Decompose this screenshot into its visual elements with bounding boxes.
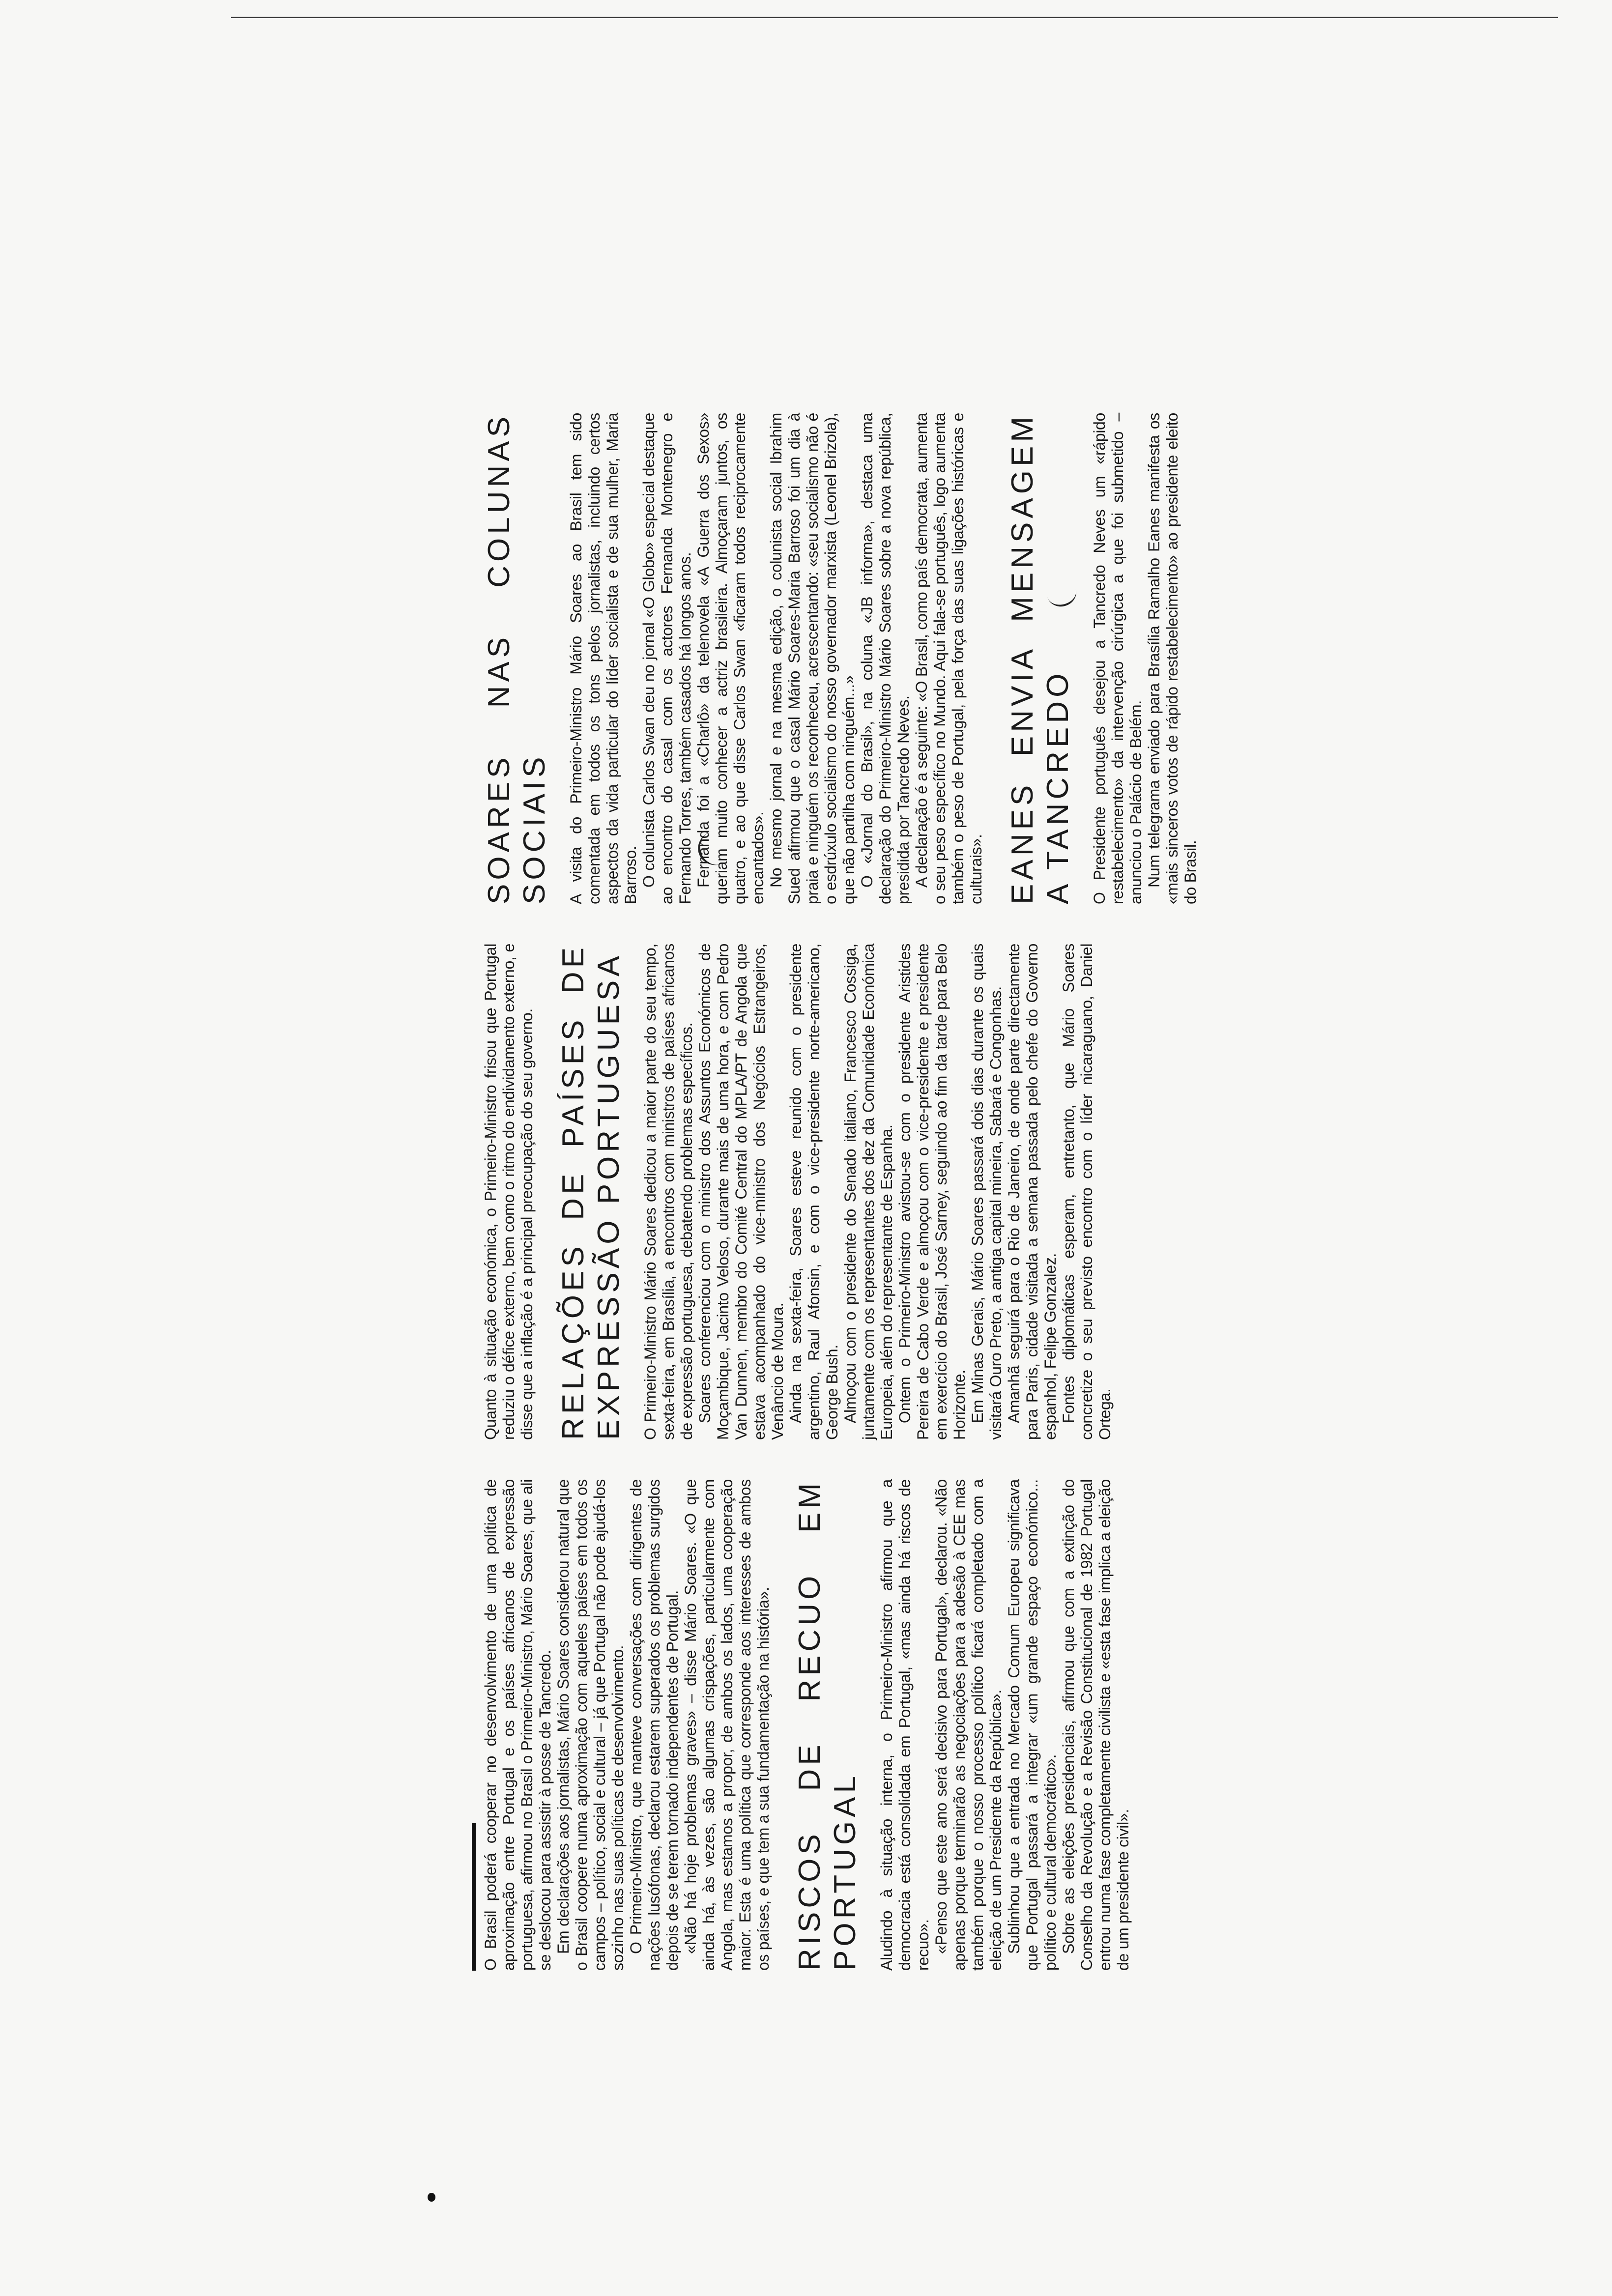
paragraph: Amanhã seguirá para o Rio de Janeiro, de onde parte directamente para Paris, cidade visitada a semana passada pelo chefe do Governo espanhol, Felipe Gonzalez. — [1005, 944, 1059, 1440]
paragraph: Ainda na sexta-feira, Soares esteve reunido com o presidente argentino, Raul Afonsin, e com o vice-presidente norte-americano, George Bush. — [787, 944, 841, 1440]
paragraph: Fernanda foi a «Charlô» da telenovela «A Guerra dos Sexos» queriam muito conhecer a actriz brasileira. Almoçaram juntos, os quatro, e ao que disse Carlos Swan «ficaram todos reciprocamente encantados». — [694, 413, 767, 904]
paragraph: Sobre as eleições presidenciais, afirmou que com a extinção do Conselho da Revolução e a Revisão Constitucional de 1982 Portugal entrou numa fase completamente civilista e «esta fase implica a eleição de um presidente civil». — [1060, 1479, 1132, 1971]
paragraph: Aludindo à situação interna, o Primeiro-Ministro afirmou que a democracia está consolidada em Portugal, «mas ainda há riscos de recuo». — [878, 1479, 932, 1971]
page-top-line — [231, 17, 1558, 18]
paragraph: Em Minas Gerais, Mário Soares passará dois dias durante os quais visitará Ouro Preto, a antiga capital mineira, Sabará e Congonhas. — [969, 944, 1005, 1440]
paragraph: Num telegrama enviado para Brasília Ramalho Eanes manifesta os «mais sinceros votos de rápido restabelecimento» ao presidente eleito do Brasil. — [1145, 413, 1199, 904]
column-3 — [482, 413, 1200, 904]
paragraph: Quanto à situação económica, o Primeiro-Ministro frisou que Portugal reduziu o défice externo, bem como o ritmo do endividamento externo, e disse que a inflação é a principal preocupação do seu governo. — [482, 944, 536, 1440]
paragraph: No mesmo jornal e na mesma edição, o colunista social Ibrahim Sued afirmou que o casal Mário Soares-Maria Barroso foi um dia à praia e ninguém os reconheceu, acrescentando: «seu socialismo não é o esdrúxulo socialismo do nosso governador marxista (Leonel Brizola), que não partilha com ninguém...» — [767, 413, 858, 904]
section-heading: SOARES NAS COLUNAS SOCIAIS — [482, 413, 551, 904]
paragraph: «Penso que este ano será decisivo para Portugal», declarou. «Não apenas porque terminarão as negociações para a adesão à CEE mas também porque o nosso processo político ficará completado com a eleição de um Presidente da República». — [932, 1479, 1005, 1971]
section-heading: RELAÇÕES DE PAÍSES DE EXPRESSÃO PORTUGUESA — [556, 944, 626, 1440]
paragraph: O «Jornal do Brasil», na coluna «JB informa», destaca uma declaração do Primeiro-Ministro Mário Soares sobre a nova república, presidida por Tancredo Neves. — [858, 413, 912, 904]
column-rule — [472, 1823, 476, 1971]
section-heading: EANES ENVIA MENSAGEM A TANCREDO — [1006, 413, 1075, 904]
paragraph: Sublinhou que a entrada no Mercado Comum Europeu significava que Portugal passará a integrar «um grande espaço económico... político e cultural democrático». — [1005, 1479, 1059, 1971]
column-1 — [482, 1479, 1132, 1971]
paragraph: O Presidente português desejou a Tancredo Neves um «rápido restabelecimento» da intervenção cirúrgica a que foi submetido – anunciou o Palácio de Belém. — [1091, 413, 1145, 904]
paragraph: «Não há hoje problemas graves» – disse Mário Soares. «O que ainda há, às vezes, são algumas crispações, particularmente com Angola, mas estamos a propor, de ambos os lados, uma cooperação maior. Esta é uma política que corresponde aos interesses de ambos os países, e que tem a sua fundamentação na história». — [682, 1479, 772, 1971]
paragraph: O Primeiro-Ministro, que manteve conversações com dirigentes de nações lusófonas, declarou estarem superados os problemas surgidos depois de se terem tornado independentes de Portugal. — [627, 1479, 681, 1971]
paragraph: O Brasil poderá cooperar no desenvolvimento de uma política de aproximação entre Portugal e os países africanos de expressão portuguesa, afirmou no Brasil o Primeiro-Ministro, Mário Soares, que ali se deslocou para assistir à posse de Tancredo. — [482, 1479, 554, 1971]
paragraph: O Primeiro-Ministro Mário Soares dedicou a maior parte do seu tempo, sexta-feira, em Brasília, a encontros com ministros de países africanos de expressão portuguesa, debatendo problemas específicos. — [641, 944, 695, 1440]
paragraph: Em declarações aos jornalistas, Mário Soares considerou natural que o Brasil coopere numa aproximação com aqueles países em todos os campos – político, social e cultural – já que Portugal não pode ajudá-los sozinho nas suas políticas de desenvolvimento. — [554, 1479, 627, 1971]
newspaper-clipping — [472, 349, 1583, 1971]
paragraph: A declaração é a seguinte: «O Brasil, como país democrata, aumenta o seu peso específico no Mundo. Aqui fala-se português, logo aumenta também o peso de Portugal, pela força das suas ligações históricas e culturais». — [913, 413, 985, 904]
column-2 — [482, 944, 1114, 1440]
paragraph: O colunista Carlos Swan deu no jornal «O Globo» especial destaque ao encontro do casal com os actores Fernanda Montenegro e Fernando Torres, também casados há longos anos. — [640, 413, 694, 904]
section-heading: RISCOS DE RECUO EM PORTUGAL — [793, 1479, 862, 1971]
scan-dot — [428, 2193, 435, 2202]
paragraph: Fontes diplomáticas esperam, entretanto, que Mário Soares concretize o seu previsto encontro com o líder nicaraguano, Daniel Ortega. — [1060, 944, 1114, 1440]
paragraph: Soares conferenciou com o ministro dos Assuntos Económicos de Moçambique, Jacinto Veloso, durante mais de uma hora, e com Pedro Van Dunnen, membro do Comité Central do MPLA/PT de Angola que estava acompanhado do vice-ministro dos Negócios Estrangeiros, Venâncio de Moura. — [696, 944, 786, 1440]
paragraph: Almoçou com o presidente do Senado italiano, Francesco Cossiga, juntamente com os representantes dos dez da Comunidade Económica Europeia, além do representante de Espanha. — [841, 944, 895, 1440]
paragraph: A visita do Primeiro-Ministro Mário Soares ao Brasil tem sido comentada em todos os tons pelos jornalistas, incluindo certos aspectos da vida particular do líder socialista e de sua mulher, Maria Barroso. — [567, 413, 639, 904]
paragraph: Ontem o Primeiro-Ministro avistou-se com o presidente Aristides Pereira de Cabo Verde e almoçou com o vice-presidente e presidente em exercício do Brasil, José Sarney, seguindo ao fim da tarde para Belo Horizonte. — [896, 944, 968, 1440]
